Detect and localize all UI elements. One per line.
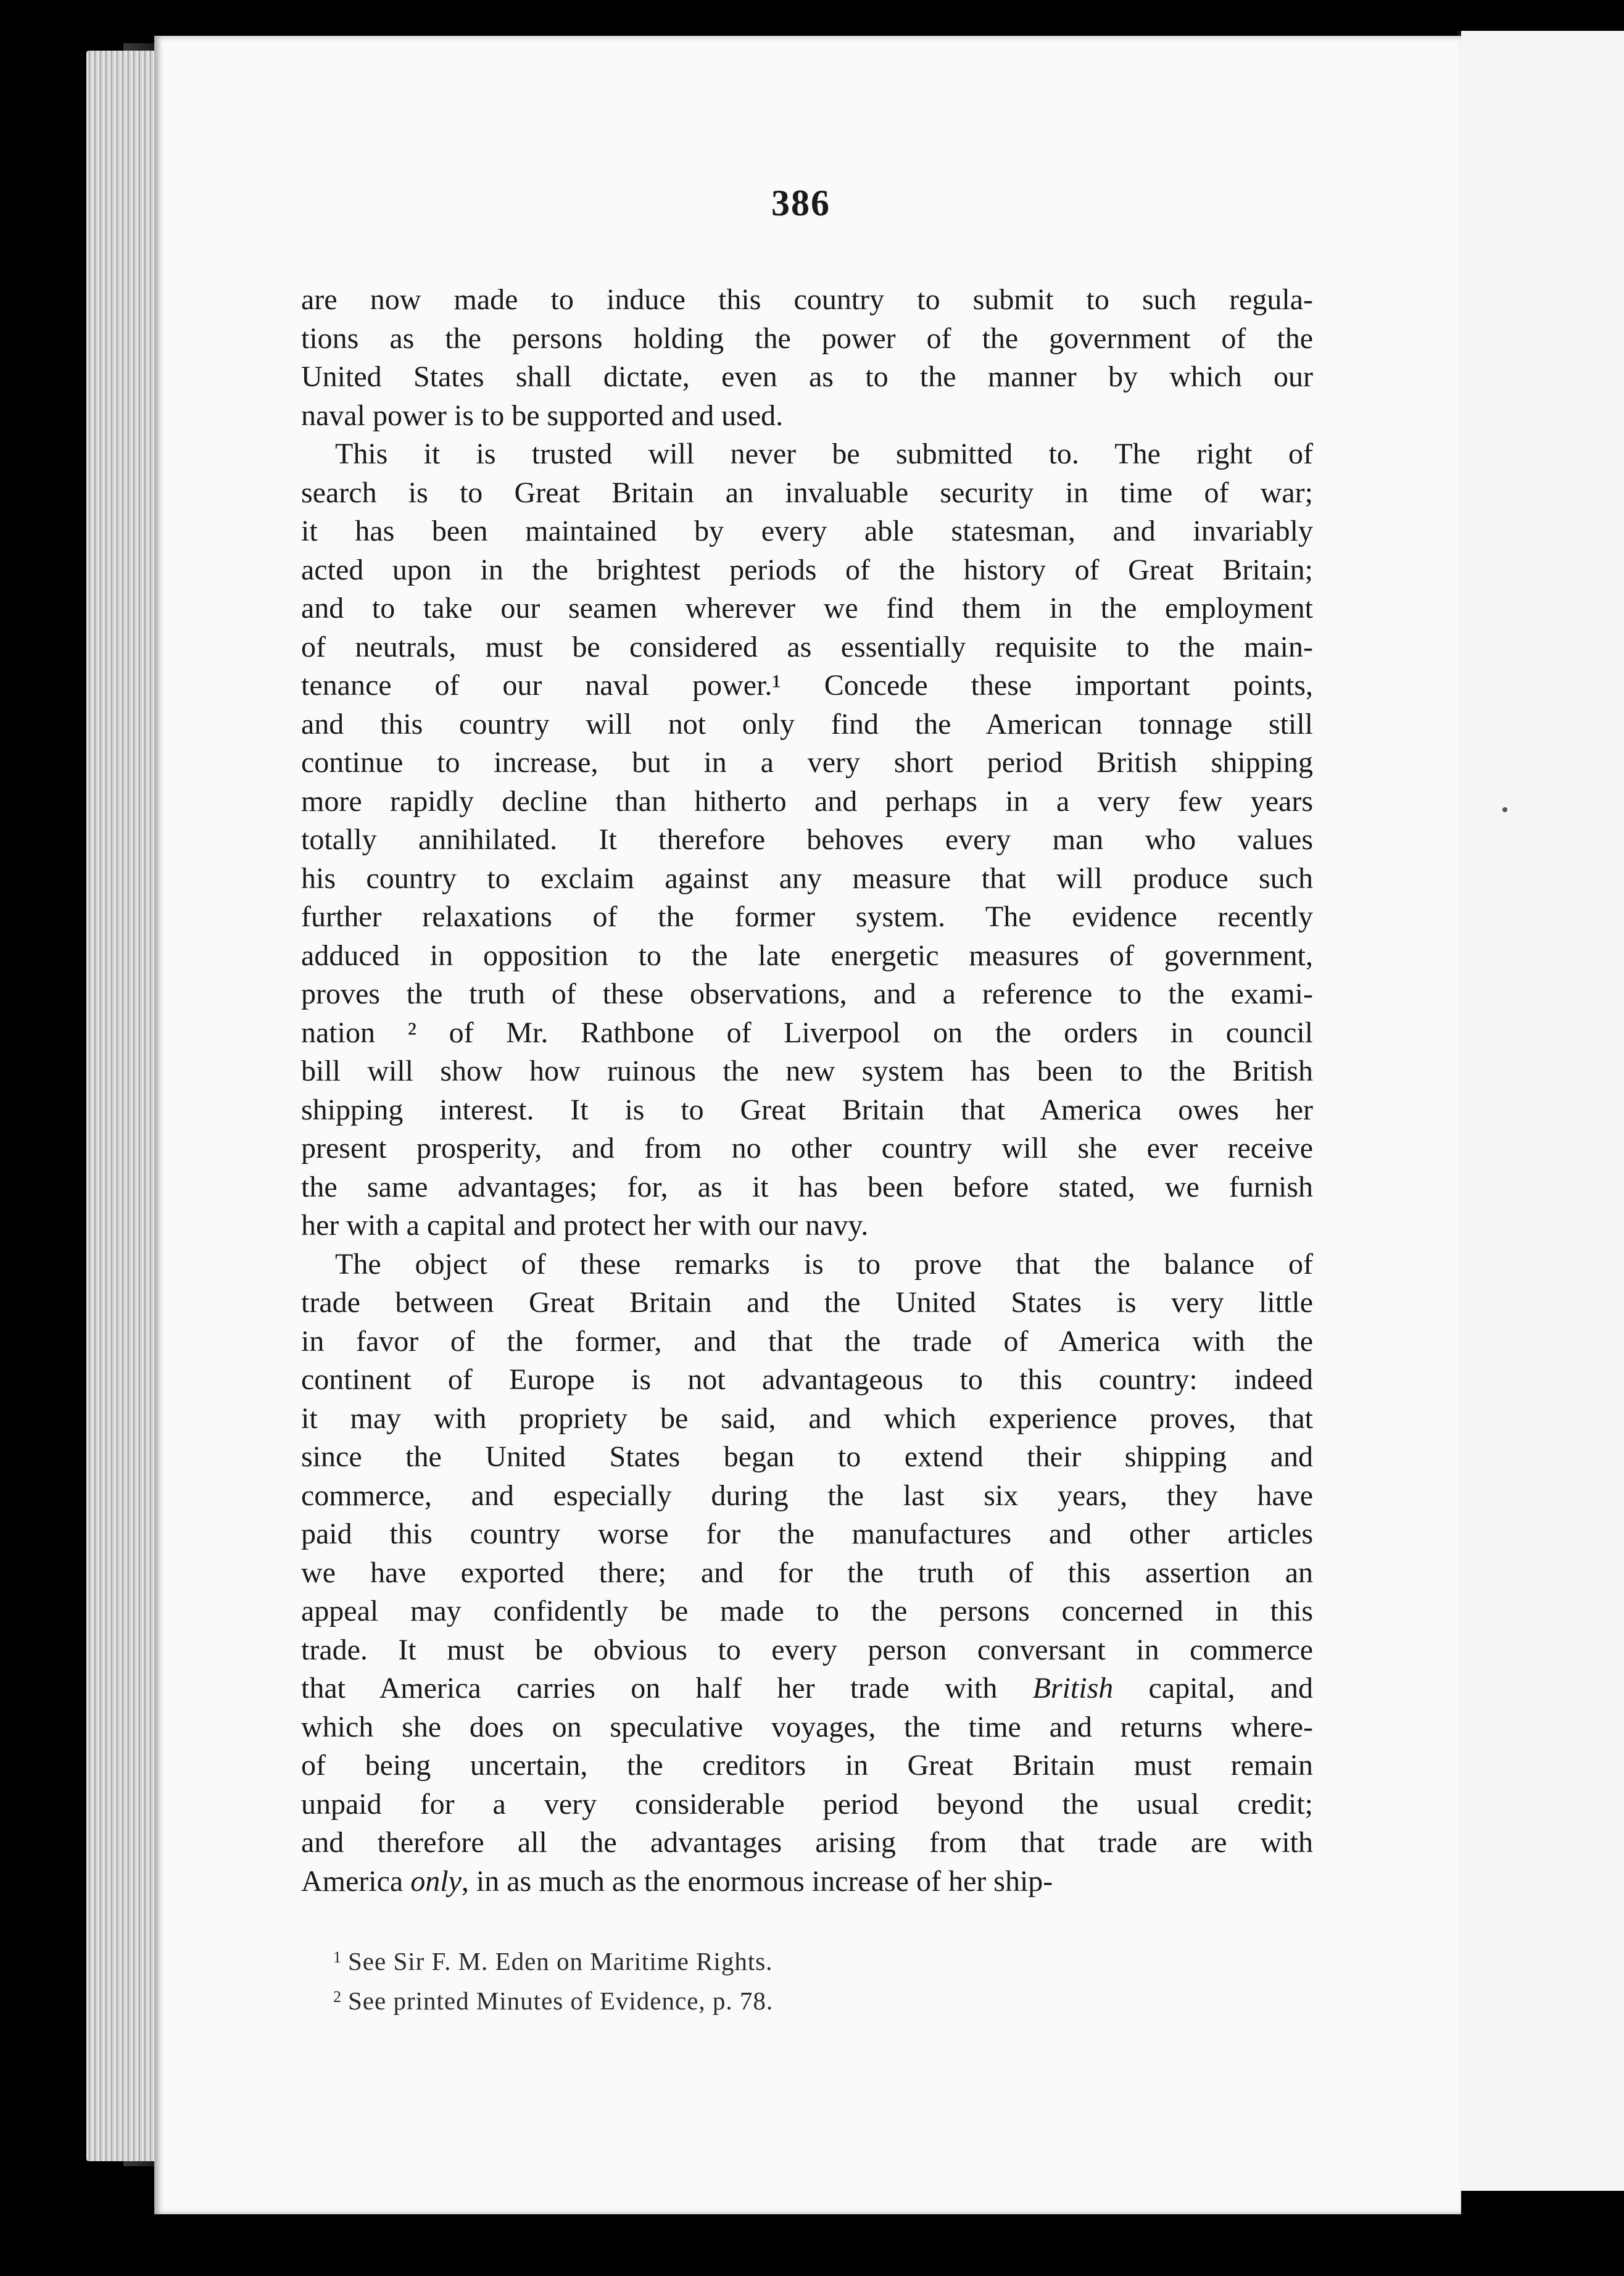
text-line: more rapidly decline than hitherto and perhaps in a very few years: [301, 784, 1313, 818]
text-line: America only, in as much as the enormous increase of her ship-: [301, 1864, 1053, 1898]
footnotes: [333, 1940, 773, 2019]
text-line: The object of these remarks is to prove that the balance of: [335, 1247, 1313, 1281]
text-line: United States shall dictate, even as to the manner by which our: [301, 360, 1313, 393]
text-line: since the United States began to extend their shipping and: [301, 1440, 1313, 1473]
footnote-mark: 1: [333, 1948, 342, 1966]
text-line: it may with propriety be said, and which experience proves, that: [301, 1402, 1313, 1435]
footnote: [333, 1979, 773, 2019]
text-line: it has been maintained by every able statesman, and invariably: [301, 515, 1313, 547]
text-line: in favor of the former, and that the trade of America with the: [301, 1324, 1313, 1358]
text-line: further relaxations of the former system. The evidence recently: [301, 900, 1313, 933]
text-line: we have exported there; and for the truth of this assertion an: [301, 1556, 1313, 1589]
text-line: which she does on speculative voyages, the time and returns where-: [301, 1710, 1313, 1743]
text-line: present prosperity, and from no other country will she ever receive: [301, 1132, 1313, 1165]
text-line: trade between Great Britain and the United States is very little: [301, 1286, 1313, 1319]
text-line: of being uncertain, the creditors in Great Britain must remain: [301, 1749, 1313, 1782]
footnote-text: See Sir F. M. Eden on Maritime Rights.: [348, 1947, 773, 1975]
text-line: unpaid for a very considerable period beyond the usual credit;: [301, 1787, 1313, 1821]
text-line: the same advantages; for, as it has been before stated, we furnish: [301, 1170, 1313, 1203]
text-line: tions as the persons holding the power of the government of the: [301, 322, 1313, 355]
footnote-text: See printed Minutes of Evidence, p. 78.: [348, 1987, 774, 2015]
text-line: trade. It must be obvious to every person conversant in commerce: [301, 1633, 1313, 1666]
text-line: commerce, and especially during the last six years, they have: [301, 1479, 1313, 1512]
text-line: continent of Europe is not advantageous to this country: indeed: [301, 1363, 1313, 1396]
text-line: nation ² of Mr. Rathbone of Liverpool on the orders in council: [301, 1016, 1313, 1049]
text-line: of neutrals, must be considered as essentially requisite to the main-: [301, 630, 1313, 663]
paper-speck: [1502, 807, 1507, 812]
text-line: appeal may confidently be made to the persons concerned in this: [301, 1595, 1313, 1627]
page-number: 386: [771, 183, 831, 223]
text-line: and to take our seamen wherever we find them in the employment: [301, 592, 1313, 625]
text-line: search is to Great Britain an invaluable security in time of war;: [301, 476, 1313, 509]
text-line: This it is trusted will never be submitted to. The right of: [335, 438, 1313, 470]
footnote: [333, 1940, 773, 1979]
text-line: tenance of our naval power.¹ Concede these important points,: [301, 669, 1313, 702]
text-line: that America carries on half her trade with British capital, and: [301, 1672, 1313, 1705]
text-line: adduced in opposition to the late energetic measures of government,: [301, 939, 1313, 972]
text-line: bill will show how ruinous the new system has been to the British: [301, 1055, 1313, 1087]
text-line: naval power is to be supported and used.: [301, 399, 784, 432]
text-line: and therefore all the advantages arising from that trade are with: [301, 1826, 1313, 1859]
text-line: his country to exclaim against any measure that will produce such: [301, 862, 1313, 895]
footnote-mark: 2: [333, 1988, 342, 2006]
text-line: proves the truth of these observations, and a reference to the exami-: [301, 978, 1313, 1010]
text-line: her with a capital and protect her with our navy.: [301, 1209, 869, 1242]
text-line: acted upon in the brightest periods of the history of Great Britain;: [301, 553, 1313, 586]
text-line: totally annihilated. It therefore behoves every man who values: [301, 823, 1313, 856]
text-line: shipping interest. It is to Great Britain that America owes her: [301, 1093, 1313, 1126]
text-line: and this country will not only find the American tonnage still: [301, 707, 1313, 741]
text-line: are now made to induce this country to submit to such regula-: [301, 283, 1313, 316]
text-line: continue to increase, but in a very short period British shipping: [301, 746, 1313, 779]
body-text: [301, 281, 1313, 1901]
text-line: paid this country worse for the manufactures and other articles: [301, 1518, 1313, 1550]
book-page-edges: [86, 51, 160, 2161]
facing-page-edge: [1457, 31, 1624, 2191]
